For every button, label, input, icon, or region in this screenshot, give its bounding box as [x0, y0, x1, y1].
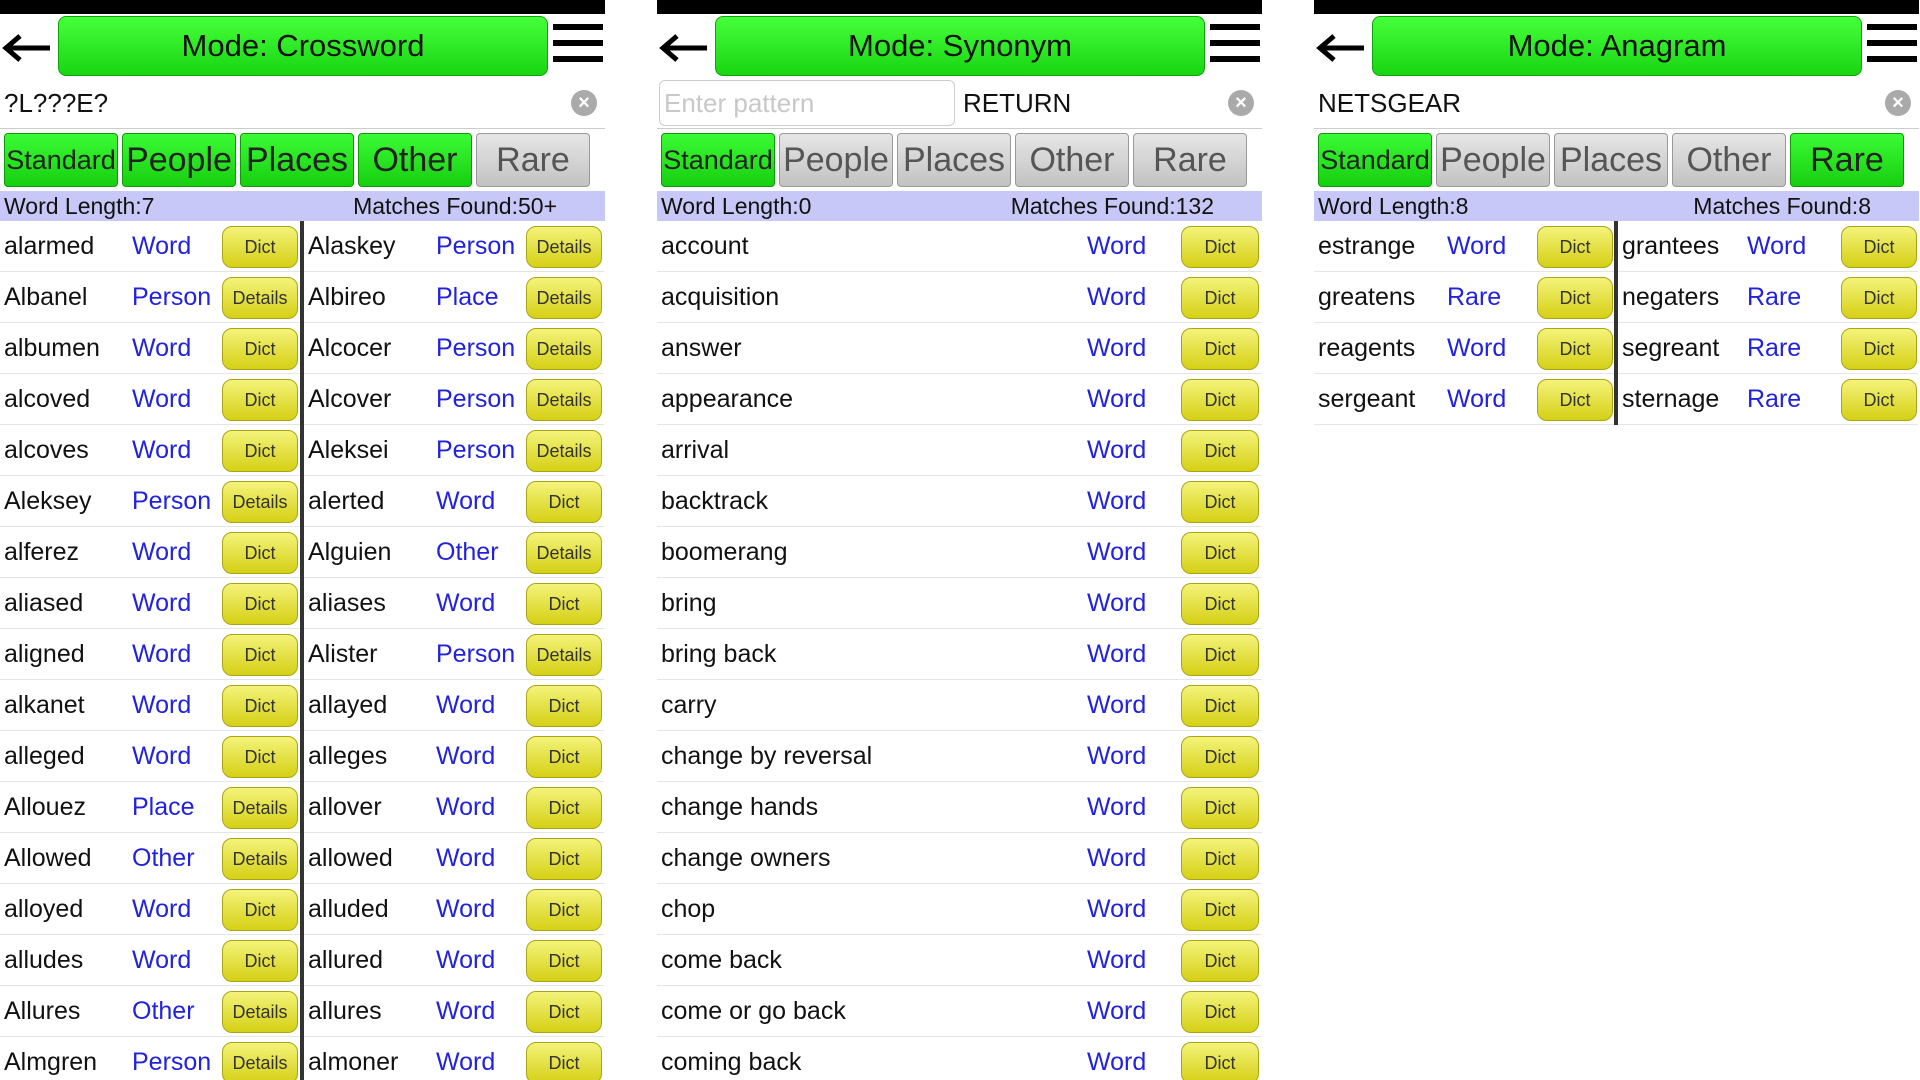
result-action-button[interactable]: Dict [1537, 277, 1613, 319]
result-row[interactable] [657, 374, 1262, 425]
result-category: Word [1747, 231, 1807, 260]
result-category: Person [436, 435, 516, 464]
result-row[interactable] [657, 935, 1262, 986]
result-word: negaters [1622, 282, 1720, 311]
result-category: Word [1447, 231, 1507, 260]
result-word: aliases [308, 588, 386, 617]
result-word: alludes [4, 945, 84, 974]
result-action-button[interactable]: Dict [526, 736, 602, 778]
result-category: Word [1087, 690, 1147, 719]
filter-standard-button[interactable]: Standard [661, 133, 775, 187]
result-action-button[interactable]: Dict [222, 430, 298, 472]
result-category: Word [1087, 282, 1147, 311]
result-row[interactable] [657, 578, 1262, 629]
result-action-button[interactable]: Dict [222, 685, 298, 727]
result-row[interactable] [0, 935, 300, 986]
result-row[interactable] [304, 374, 604, 425]
status-strip [1314, 0, 1919, 14]
result-action-button[interactable]: Dict [222, 583, 298, 625]
result-row[interactable] [0, 782, 300, 833]
result-category: Other [436, 537, 499, 566]
header-bar [1314, 14, 1919, 78]
result-row[interactable] [0, 578, 300, 629]
word-length-label: Word Length:7 [4, 192, 155, 219]
result-word: backtrack [661, 486, 768, 515]
result-category: Word [1087, 486, 1147, 515]
result-word: allures [308, 996, 382, 1025]
result-action-button[interactable]: Dict [222, 736, 298, 778]
result-action-button[interactable]: Details [222, 991, 298, 1033]
result-category: Person [436, 639, 516, 668]
result-word: Alister [308, 639, 378, 668]
filter-standard-button[interactable]: Standard [1318, 133, 1432, 187]
result-action-button[interactable]: Dict [222, 379, 298, 421]
search-row [657, 78, 1262, 129]
result-word: carry [661, 690, 717, 719]
result-row[interactable] [1618, 374, 1918, 425]
result-word: reagents [1318, 333, 1416, 362]
result-category: Word [1087, 435, 1147, 464]
synonym-panel [657, 0, 1262, 1080]
result-word: alerted [308, 486, 385, 515]
result-row[interactable] [657, 221, 1262, 272]
result-row[interactable] [304, 935, 604, 986]
result-word: alferez [4, 537, 80, 566]
result-category: Word [132, 537, 192, 566]
result-word: chop [661, 894, 716, 923]
filter-other-button[interactable]: Other [358, 133, 472, 187]
pattern-input[interactable]: Enter pattern [659, 80, 955, 126]
result-action-button[interactable]: Dict [1181, 379, 1259, 421]
result-word: allayed [308, 690, 388, 719]
result-action-button[interactable]: Dict [526, 685, 602, 727]
back-arrow-icon[interactable] [657, 28, 713, 68]
result-word: boomerang [661, 537, 788, 566]
result-category: Word [132, 741, 192, 770]
filter-standard-button[interactable]: Standard [4, 133, 118, 187]
result-word: change owners [661, 843, 831, 872]
result-row[interactable] [304, 833, 604, 884]
result-word: Allowed [4, 843, 92, 872]
filter-rare-button[interactable]: Rare [476, 133, 590, 187]
filter-other-button[interactable]: Other [1015, 133, 1129, 187]
result-row[interactable] [657, 680, 1262, 731]
result-word: answer [661, 333, 742, 362]
result-row[interactable] [657, 425, 1262, 476]
result-action-button[interactable]: Dict [526, 481, 602, 523]
result-word: allowed [308, 843, 393, 872]
filter-places-button[interactable]: Places [1554, 133, 1668, 187]
result-row[interactable] [657, 884, 1262, 935]
result-word: grantees [1622, 231, 1720, 260]
word-length-label: Word Length:8 [1318, 192, 1469, 219]
result-info-bar [0, 191, 605, 221]
result-word: Alaskey [308, 231, 396, 260]
result-row[interactable] [657, 272, 1262, 323]
result-action-button[interactable]: Dict [1841, 328, 1917, 370]
back-arrow-icon[interactable] [0, 28, 56, 68]
status-strip [0, 0, 605, 14]
result-action-button[interactable]: Dict [222, 226, 298, 268]
result-category: Word [436, 588, 496, 617]
result-category: Word [132, 690, 192, 719]
result-word: alkanet [4, 690, 85, 719]
result-action-button[interactable]: Dict [1181, 481, 1259, 523]
result-category: Word [1087, 537, 1147, 566]
result-action-button[interactable]: Dict [526, 889, 602, 931]
clear-search-icon[interactable]: × [1885, 90, 1911, 116]
filter-people-button[interactable]: People [1436, 133, 1550, 187]
result-action-button[interactable]: Dict [1841, 277, 1917, 319]
result-row[interactable] [304, 680, 604, 731]
result-row[interactable] [304, 782, 604, 833]
result-word: estrange [1318, 231, 1416, 260]
result-category: Word [1447, 333, 1507, 362]
result-word: almoner [308, 1047, 399, 1076]
result-action-button[interactable]: Dict [526, 583, 602, 625]
result-action-button[interactable]: Dict [1181, 838, 1259, 880]
result-category: Other [132, 996, 195, 1025]
result-row[interactable] [0, 425, 300, 476]
result-row[interactable] [0, 833, 300, 884]
result-word: come or go back [661, 996, 846, 1025]
search-input[interactable]: RETURN [963, 87, 1072, 118]
result-action-button[interactable]: Dict [222, 634, 298, 676]
result-action-button[interactable]: Dict [222, 532, 298, 574]
result-action-button[interactable]: Dict [526, 838, 602, 880]
result-action-button[interactable]: Dict [222, 940, 298, 982]
result-action-button[interactable]: Dict [222, 889, 298, 931]
result-row[interactable] [0, 731, 300, 782]
result-word: alcoves [4, 435, 89, 464]
result-category: Word [132, 894, 192, 923]
result-row[interactable] [304, 731, 604, 782]
result-action-button[interactable]: Dict [1537, 379, 1613, 421]
result-row[interactable] [304, 578, 604, 629]
search-row [0, 78, 605, 129]
result-row[interactable] [0, 323, 300, 374]
result-category: Place [436, 282, 499, 311]
result-row[interactable] [657, 986, 1262, 1037]
filter-people-button[interactable]: People [122, 133, 236, 187]
result-category: Word [1087, 639, 1147, 668]
result-category: Word [1087, 843, 1147, 872]
result-row[interactable] [1618, 272, 1918, 323]
result-word: alluded [308, 894, 389, 923]
result-word: greatens [1318, 282, 1416, 311]
result-row[interactable] [0, 1037, 300, 1080]
result-action-button[interactable]: Dict [1181, 787, 1259, 829]
result-row[interactable] [1618, 323, 1918, 374]
result-category: Word [436, 996, 496, 1025]
result-action-button[interactable]: Dict [1181, 889, 1259, 931]
result-word: account [661, 231, 749, 260]
result-category: Person [436, 384, 516, 413]
result-action-button[interactable]: Dict [1181, 532, 1259, 574]
result-word: coming back [661, 1047, 802, 1076]
filter-places-button[interactable]: Places [897, 133, 1011, 187]
result-word: appearance [661, 384, 794, 413]
crossword-panel [0, 0, 605, 1080]
mode-button[interactable]: Mode: Anagram [1372, 16, 1862, 76]
matches-found-label: Matches Found:50+ [353, 192, 557, 219]
result-row[interactable] [0, 527, 300, 578]
result-category: Word [436, 1047, 496, 1076]
result-category: Word [1087, 792, 1147, 821]
result-action-button[interactable]: Details [526, 226, 602, 268]
result-word: Aleksey [4, 486, 92, 515]
result-category: Word [1447, 384, 1507, 413]
result-action-button[interactable]: Dict [1841, 226, 1917, 268]
result-category: Rare [1747, 282, 1802, 311]
result-category: Word [436, 894, 496, 923]
column-divider [1614, 221, 1618, 425]
result-row[interactable] [1314, 323, 1614, 374]
result-word: Alguien [308, 537, 392, 566]
result-action-button[interactable]: Dict [1181, 226, 1259, 268]
result-category: Word [1087, 996, 1147, 1025]
result-word: segreant [1622, 333, 1720, 362]
result-word: acquisition [661, 282, 780, 311]
result-action-button[interactable]: Dict [222, 328, 298, 370]
result-word: Alcover [308, 384, 392, 413]
result-action-button[interactable]: Dict [1181, 991, 1259, 1033]
result-category: Word [436, 741, 496, 770]
result-action-button[interactable]: Details [526, 634, 602, 676]
result-category: Rare [1747, 384, 1802, 413]
result-row[interactable] [0, 272, 300, 323]
result-row[interactable] [304, 425, 604, 476]
result-info-bar [657, 191, 1262, 221]
result-action-button[interactable]: Details [222, 838, 298, 880]
result-category: Person [132, 1047, 212, 1076]
result-word: bring [661, 588, 717, 617]
result-action-button[interactable]: Dict [526, 991, 602, 1033]
result-category: Word [1087, 231, 1147, 260]
result-word: alleges [308, 741, 388, 770]
result-word: come back [661, 945, 782, 974]
search-input[interactable]: ?L???E? [4, 87, 109, 118]
result-row[interactable] [0, 680, 300, 731]
result-word: Almgren [4, 1047, 98, 1076]
result-category: Place [132, 792, 195, 821]
result-action-button[interactable]: Dict [1537, 328, 1613, 370]
result-action-button[interactable]: Details [222, 481, 298, 523]
result-row[interactable] [1618, 221, 1918, 272]
result-word: change hands [661, 792, 819, 821]
result-row[interactable] [657, 629, 1262, 680]
result-category: Person [436, 333, 516, 362]
result-category: Word [1087, 894, 1147, 923]
result-category: Word [436, 792, 496, 821]
result-word: allover [308, 792, 382, 821]
result-category: Word [436, 486, 496, 515]
result-action-button[interactable]: Details [222, 787, 298, 829]
result-word: sergeant [1318, 384, 1416, 413]
result-action-button[interactable]: Dict [1181, 277, 1259, 319]
result-category: Word [1087, 945, 1147, 974]
result-row[interactable] [304, 884, 604, 935]
result-row[interactable] [0, 884, 300, 935]
result-action-button[interactable]: Details [526, 379, 602, 421]
result-category: Word [436, 690, 496, 719]
matches-found-label: Matches Found:132 [1010, 192, 1214, 219]
status-strip [657, 0, 1262, 14]
result-category: Word [1087, 588, 1147, 617]
result-row[interactable] [304, 323, 604, 374]
result-category: Word [132, 639, 192, 668]
result-word: alarmed [4, 231, 95, 260]
result-category: Rare [1447, 282, 1502, 311]
filter-bar [1314, 129, 1919, 189]
result-word: alleged [4, 741, 85, 770]
result-row[interactable] [304, 272, 604, 323]
result-action-button[interactable]: Dict [1181, 1042, 1259, 1080]
filter-rare-button[interactable]: Rare [1133, 133, 1247, 187]
result-word: bring back [661, 639, 777, 668]
result-category: Word [1087, 384, 1147, 413]
result-action-button[interactable]: Dict [1181, 736, 1259, 778]
result-word: Alcocer [308, 333, 392, 362]
result-category: Person [132, 282, 212, 311]
result-word: alcoved [4, 384, 91, 413]
search-input[interactable]: NETSGEAR [1318, 87, 1462, 118]
filter-other-button[interactable]: Other [1672, 133, 1786, 187]
result-category: Other [132, 843, 195, 872]
result-category: Word [132, 588, 192, 617]
result-row[interactable] [304, 476, 604, 527]
matches-found-label: Matches Found:8 [1693, 192, 1871, 219]
clear-search-icon[interactable]: × [1228, 90, 1254, 116]
result-action-button[interactable]: Dict [1537, 226, 1613, 268]
result-action-button[interactable]: Details [222, 1042, 298, 1080]
result-row[interactable] [657, 476, 1262, 527]
hamburger-menu-icon[interactable] [1210, 24, 1260, 68]
back-arrow-icon[interactable] [1314, 28, 1370, 68]
result-row[interactable] [0, 986, 300, 1037]
result-category: Word [132, 384, 192, 413]
result-row[interactable] [304, 527, 604, 578]
result-category: Word [132, 231, 192, 260]
header-bar [0, 14, 605, 78]
result-word: allured [308, 945, 384, 974]
result-category: Word [436, 843, 496, 872]
result-row[interactable] [657, 833, 1262, 884]
result-category: Word [436, 945, 496, 974]
result-category: Word [1087, 333, 1147, 362]
result-action-button[interactable]: Dict [1181, 583, 1259, 625]
result-row[interactable] [657, 1037, 1262, 1080]
result-category: Person [132, 486, 212, 515]
result-action-button[interactable]: Details [526, 430, 602, 472]
clear-search-icon[interactable]: × [571, 90, 597, 116]
result-row[interactable] [304, 629, 604, 680]
result-row[interactable] [0, 221, 300, 272]
result-word: Allures [4, 996, 81, 1025]
result-category: Rare [1747, 333, 1802, 362]
result-action-button[interactable]: Details [526, 328, 602, 370]
result-word: Allouez [4, 792, 86, 821]
result-action-button[interactable]: Dict [1181, 634, 1259, 676]
result-category: Person [436, 231, 516, 260]
filter-bar [0, 129, 605, 189]
result-action-button[interactable]: Dict [1181, 940, 1259, 982]
header-bar [657, 14, 1262, 78]
result-category: Word [132, 333, 192, 362]
result-category: Word [132, 945, 192, 974]
result-row[interactable] [304, 986, 604, 1037]
filter-rare-button[interactable]: Rare [1790, 133, 1904, 187]
result-row[interactable] [304, 221, 604, 272]
result-category: Word [1087, 741, 1147, 770]
column-divider [300, 221, 304, 1080]
result-word: Albireo [308, 282, 386, 311]
result-category: Word [1087, 1047, 1147, 1076]
result-word: change by reversal [661, 741, 873, 770]
result-action-button[interactable]: Dict [526, 940, 602, 982]
anagram-panel [1314, 0, 1919, 1080]
result-word: albumen [4, 333, 100, 362]
result-row[interactable] [1314, 374, 1614, 425]
result-row[interactable] [657, 323, 1262, 374]
result-row[interactable] [0, 476, 300, 527]
result-row[interactable] [0, 629, 300, 680]
result-action-button[interactable]: Details [222, 277, 298, 319]
result-action-button[interactable]: Dict [1181, 328, 1259, 370]
mode-button[interactable]: Mode: Synonym [715, 16, 1205, 76]
result-word: alloyed [4, 894, 84, 923]
result-row[interactable] [657, 782, 1262, 833]
filter-places-button[interactable]: Places [240, 133, 354, 187]
result-row[interactable] [657, 731, 1262, 782]
result-action-button[interactable]: Dict [1841, 379, 1917, 421]
result-word: aliased [4, 588, 84, 617]
result-action-button[interactable]: Dict [526, 1042, 602, 1080]
result-word: Albanel [4, 282, 88, 311]
result-info-bar [1314, 191, 1919, 221]
result-action-button[interactable]: Dict [526, 787, 602, 829]
result-row[interactable] [0, 374, 300, 425]
result-row[interactable] [1314, 272, 1614, 323]
word-length-label: Word Length:0 [661, 192, 812, 219]
search-row [1314, 78, 1919, 129]
result-action-button[interactable]: Dict [1181, 685, 1259, 727]
result-action-button[interactable]: Dict [1181, 430, 1259, 472]
hamburger-menu-icon[interactable] [1867, 24, 1917, 68]
filter-people-button[interactable]: People [779, 133, 893, 187]
mode-button[interactable]: Mode: Crossword [58, 16, 548, 76]
result-row[interactable] [657, 527, 1262, 578]
filter-bar [657, 129, 1262, 189]
result-row[interactable] [304, 1037, 604, 1080]
result-word: Aleksei [308, 435, 389, 464]
result-action-button[interactable]: Details [526, 277, 602, 319]
hamburger-menu-icon[interactable] [553, 24, 603, 68]
result-category: Word [132, 435, 192, 464]
result-word: sternage [1622, 384, 1720, 413]
result-row[interactable] [1314, 221, 1614, 272]
result-word: aligned [4, 639, 85, 668]
result-word: arrival [661, 435, 730, 464]
result-action-button[interactable]: Details [526, 532, 602, 574]
